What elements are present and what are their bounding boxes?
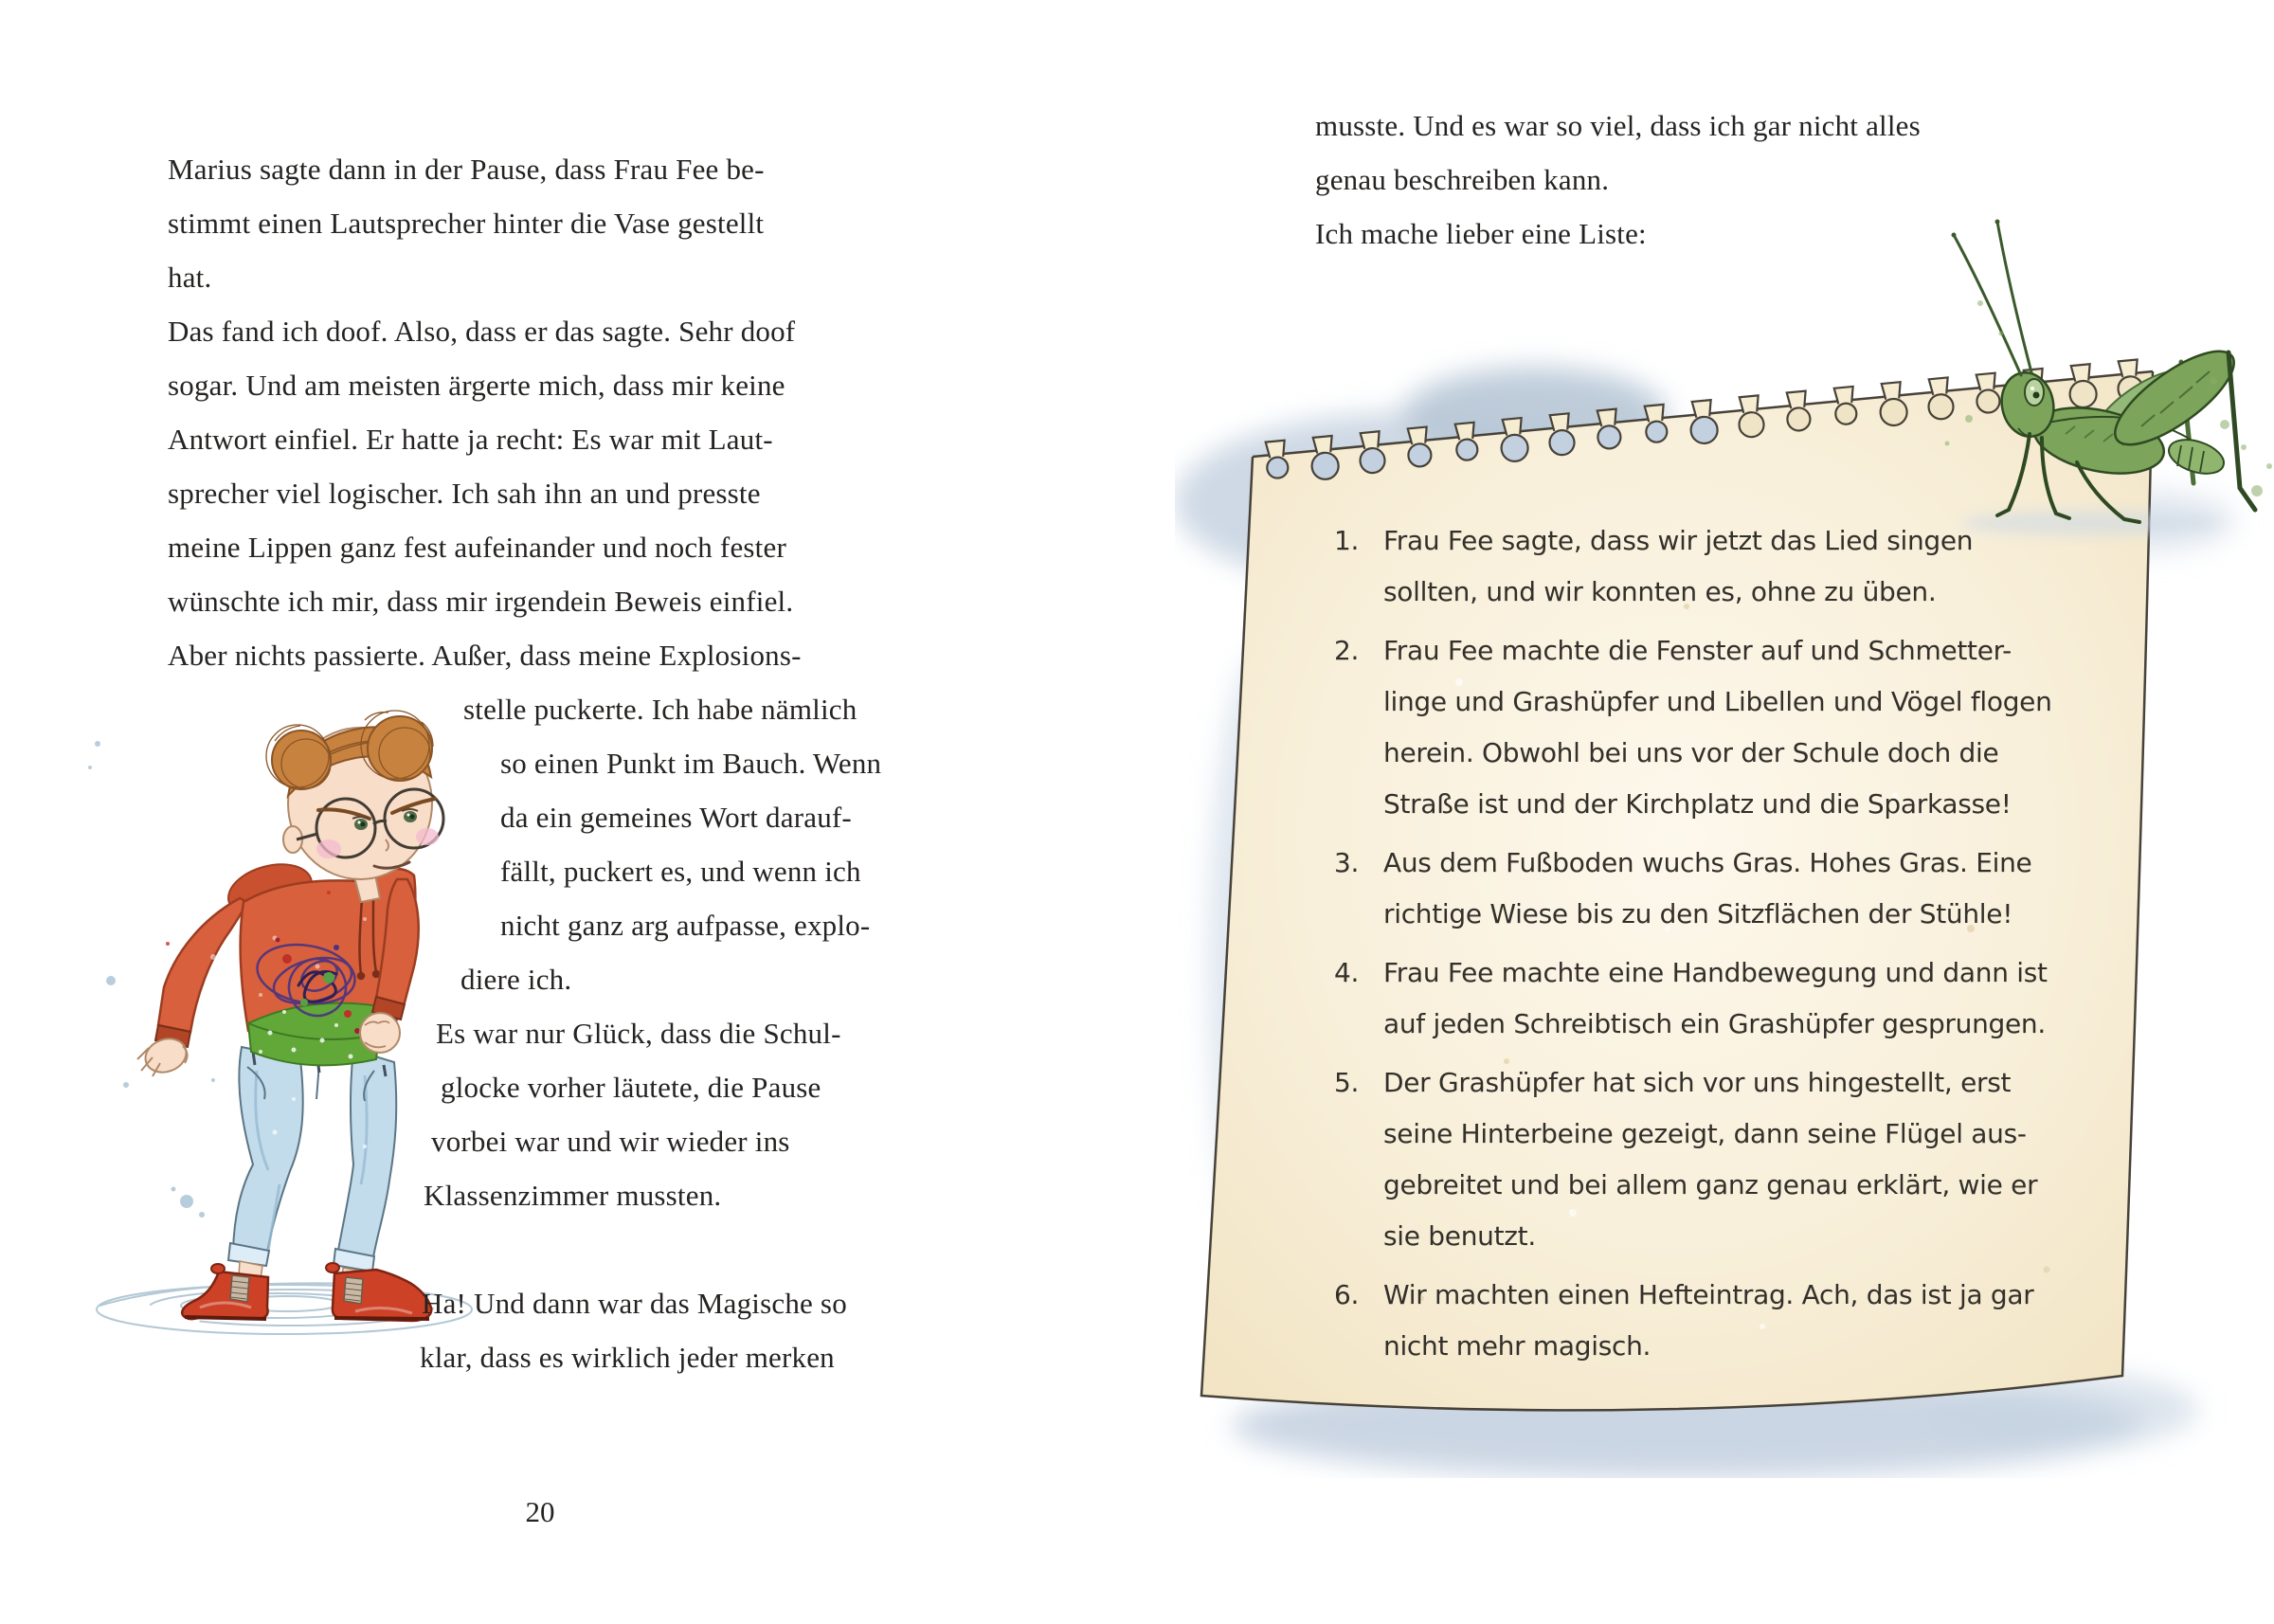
book-text-line: Ha! Und dann war das Magische so [422, 1287, 847, 1320]
list-item-line: Straße ist und der Kirchplatz und die Sparkasse! [1383, 788, 2012, 820]
book-text-line: diere ich. [460, 963, 572, 996]
spiral-loop [1688, 400, 1719, 444]
book-text-line: meine Lippen ganz fest aufeinander und noch fester [168, 531, 786, 564]
book-text-line: da ein gemeines Wort darauf- [500, 801, 852, 834]
list-item-line: herein. Obwohl bei uns vor der Schule doch die [1383, 737, 1999, 768]
right-page-text [1315, 99, 2111, 261]
book-text-line: nicht ganz arg aufpasse, explo- [500, 909, 871, 942]
book-text-line: sprecher viel logischer. Ich sah ihn an und presste [168, 477, 761, 510]
book-text-line: Antwort einfiel. Er hatte ja recht: Es war mit Laut- [168, 423, 773, 456]
book-text-line: klar, dass es wirklich jeder merken [420, 1341, 835, 1374]
book-text-line: wünschte ich mir, dass mir irgendein Beweis einfiel. [168, 585, 794, 618]
page-number: 20 [525, 1495, 555, 1528]
book-text-line: hat. [168, 261, 212, 294]
list-item: 6. Wir machten einen Hefteintrag. Ach, das ist ja gar [1334, 1270, 2158, 1321]
list-item-line: richtige Wiese bis zu den Sitzflächen der Stühle! [1383, 898, 2013, 929]
list-item-line: gebreitet und bei allem ganz genau erklärt, wie er [1383, 1169, 2038, 1200]
list-item-line: linge und Grashüpfer und Libellen und Vögel flogen [1383, 686, 2052, 717]
list-item: 4. Frau Fee machte eine Handbewegung und dann ist [1334, 947, 2158, 999]
list-item-line: nicht mehr magisch. [1383, 1330, 1651, 1362]
list-item-number: 4. [1334, 957, 1360, 988]
book-text-line: Das fand ich doof. Also, dass er das sagte. Sehr doof [168, 315, 796, 348]
list-item: 1. Frau Fee sagte, dass wir jetzt das Lied singen [1334, 515, 2158, 567]
book-text-line: stelle puckerte. Ich habe nämlich [463, 693, 857, 726]
list-item-line: sie benutzt. [1383, 1220, 1536, 1252]
list-item-line: sollten, und wir konnten es, ohne zu üben. [1383, 576, 1937, 607]
handwritten-list [1334, 515, 2158, 1372]
book-text-line: Aber nichts passierte. Außer, dass meine Explosions- [168, 639, 802, 672]
book-text-line: stimmt einen Lautsprecher hinter die Vase gestellt [168, 207, 765, 240]
list-item: 2. Frau Fee machte die Fenster auf und Schmetter- [1334, 625, 2158, 677]
list-item-number: 5. [1334, 1067, 1360, 1098]
spiral-loop [2067, 364, 2098, 408]
spiral-loop [1878, 382, 1908, 426]
book-text-line: Ich mache lieber eine Liste: [1315, 217, 1647, 250]
list-item: 3. Aus dem Fußboden wuchs Gras. Hohes Gras. Eine [1334, 838, 2158, 889]
list-item-line: seine Hinterbeine gezeigt, dann seine Flügel aus- [1383, 1118, 2027, 1149]
book-text-line: Marius sagte dann in der Pause, dass Frau Fee be- [168, 153, 765, 186]
book-text-line: musste. Und es war so viel, dass ich gar nicht alles [1315, 109, 1921, 142]
grasshopper-eye [2025, 379, 2044, 406]
book-text-line: vorbei war und wir wieder ins [431, 1125, 790, 1158]
list-item-number: 2. [1334, 635, 1360, 666]
list-item-line: auf jeden Schreibtisch ein Grashüpfer gesprungen. [1383, 1008, 2046, 1039]
book-text-line: genau beschreiben kann. [1315, 163, 1610, 196]
list-item: 5. Der Grashüpfer hat sich vor uns hingestellt, erst [1334, 1057, 2158, 1109]
book-text-line: Klassenzimmer mussten. [424, 1179, 722, 1212]
grasshopper-abdomen [2165, 434, 2229, 480]
book-text-line: glocke vorher läutete, die Pause [441, 1071, 821, 1104]
book-text-line: sogar. Und am meisten ärgerte mich, dass mir keine [168, 369, 785, 402]
list-item-number: 1. [1334, 525, 1360, 556]
book-text-line: so einen Punkt im Bauch. Wenn [500, 747, 882, 780]
left-page-text [168, 142, 964, 1384]
list-item-number: 6. [1334, 1279, 1360, 1310]
book-text-line: fällt, puckert es, und wenn ich [500, 855, 861, 888]
list-item-number: 3. [1334, 847, 1360, 878]
book-text-line: Es war nur Glück, dass die Schul- [436, 1017, 841, 1050]
